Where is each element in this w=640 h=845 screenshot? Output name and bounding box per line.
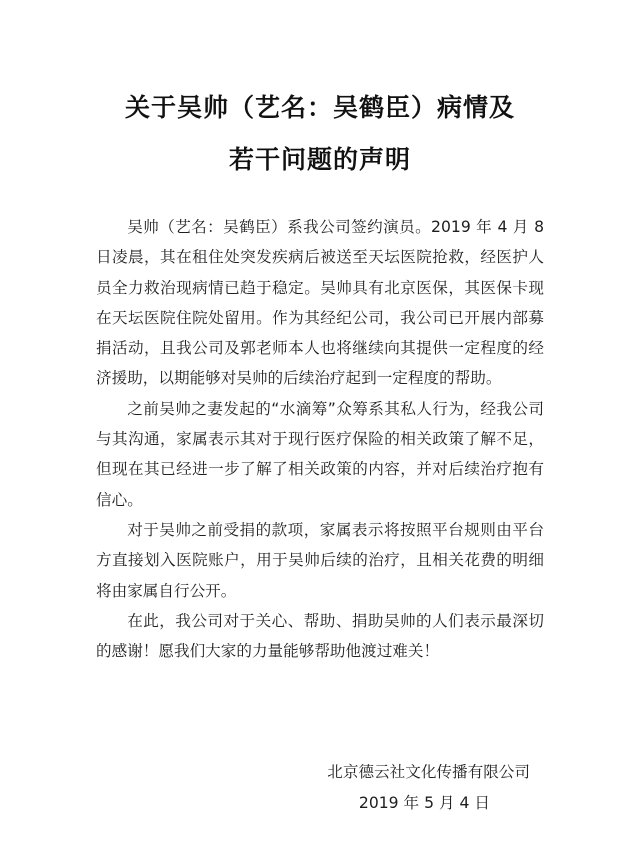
signature-company: 北京德云社文化传播有限公司 xyxy=(327,763,530,781)
paragraph-3: 对于吴帅之前受捐的款项，家属表示将按照平台规则由平台方直接划入医院账户，用于吴帅后续的治疗，且相关花费的明细将由家属自行公开。 xyxy=(96,520,544,600)
paragraph-4: 在此，我公司对于关心、帮助、捐助吴帅的人们表示最深切的感谢！愿我们大家的力量能够帮助他渡过难关！ xyxy=(96,611,544,661)
statement-title-line-1: 关于吴帅（艺名：吴鹤臣）病情及 xyxy=(124,93,515,122)
paragraph-1: 吴帅（艺名：吴鹤臣）系我公司签约演员。2019 年 4 月 8 日凌晨，其在租住处突发疾病后被送至天坛医院抢救，经医护人员全力救治现病情已趋于稳定。吴帅具有北京医保，其医保卡现在天坛医院住院处留用。作为其经纪公司，我公司已开展内部募捐活动，且我公司及郭老师本人也将继续向其提供一定程度的经济援助，以期能够对吴帅的后续治疗起到一定程度的帮助。 xyxy=(96,218,544,388)
statement-title-line-2: 若干问题的声明 xyxy=(228,145,411,174)
statement-body xyxy=(96,212,544,666)
paragraph-2: 之前吴帅之妻发起的“水滴筹”众筹系其私人行为，经我公司与其沟通，家属表示其对于现行医疗保险的相关政策了解不足，但现在其已经进一步了解了相关政策的内容，并对后续治疗抱有信心。 xyxy=(96,399,544,509)
signature-date: 2019 年 5 月 4 日 xyxy=(358,794,490,812)
